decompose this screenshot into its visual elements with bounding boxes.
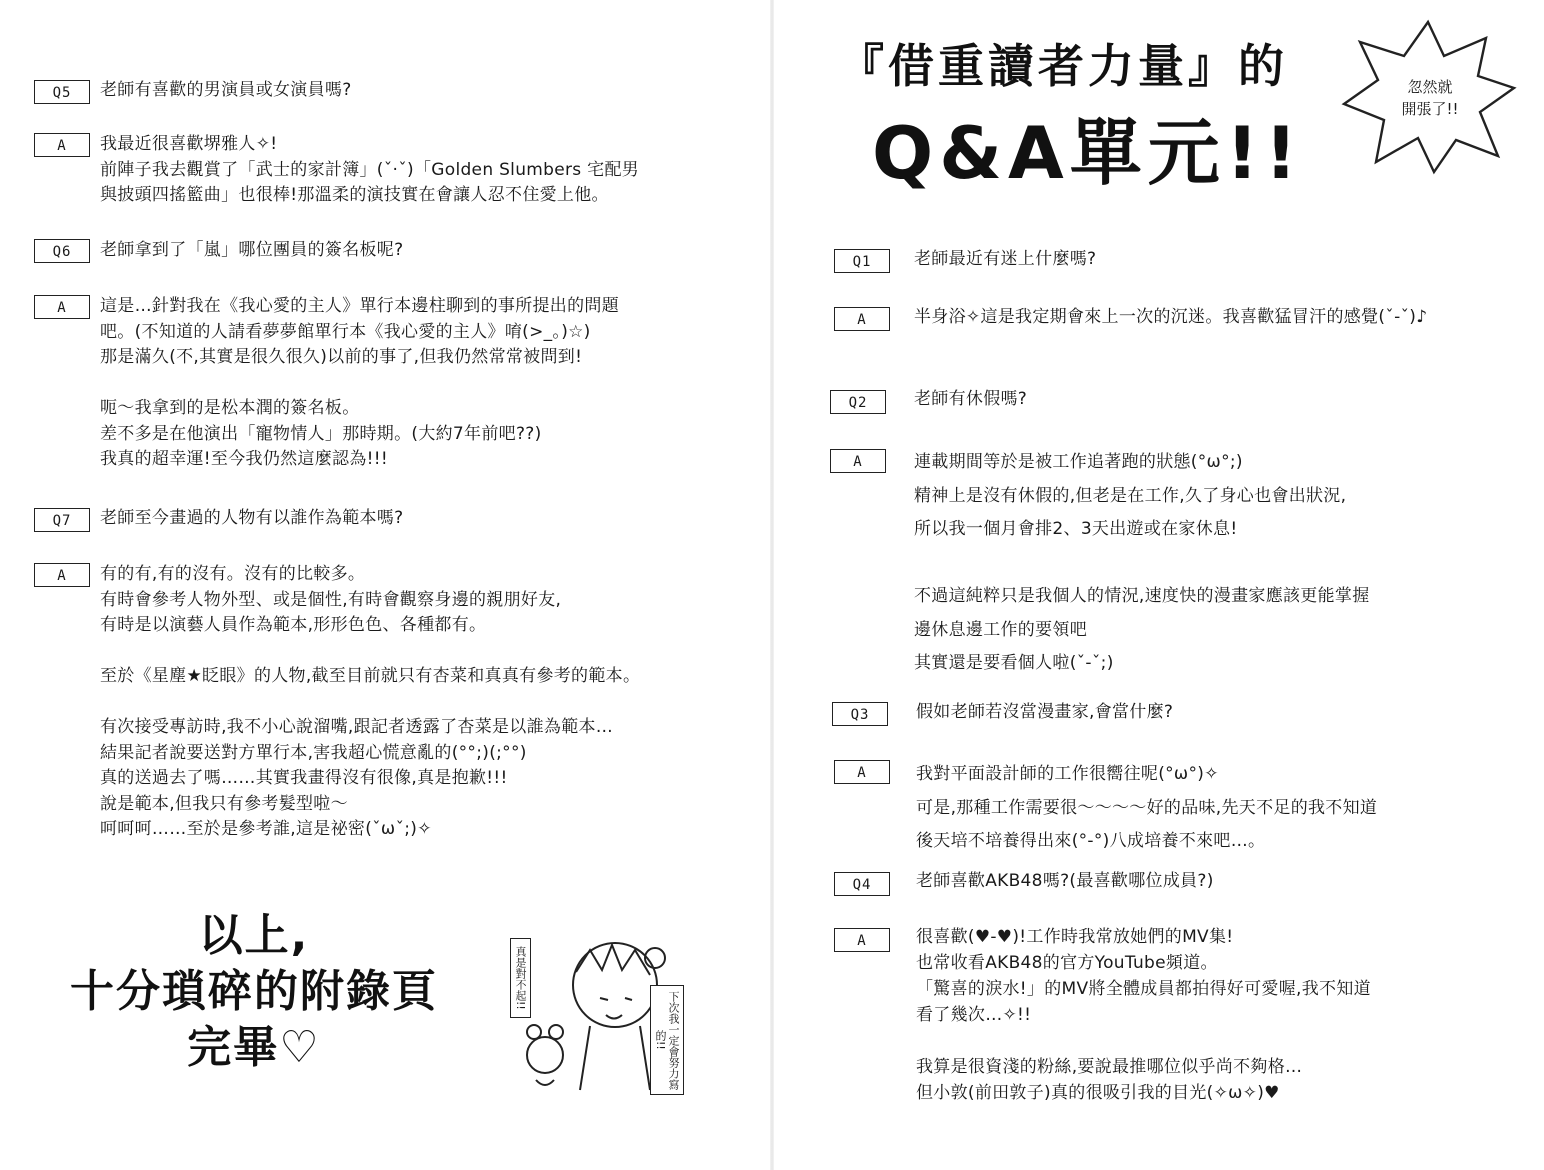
page-title-line1: 『借重讀者力量』的	[838, 39, 1288, 93]
apology-bubble: 真是對不起!!	[510, 938, 531, 1018]
q6-tag: Q6	[34, 239, 90, 263]
page-title-line2: Q&A單元!!	[872, 111, 1304, 195]
ending-message: 以上, 十分瑣碎的附錄頁 完畢♡	[70, 910, 438, 1073]
q3-tag: Q3	[832, 702, 888, 726]
a1-answer: 半身浴✧這是我定期會來上一次的沉迷。我喜歡猛冒汗的感覺(ˇ-ˇ)♪	[914, 307, 1428, 327]
a6-answer: 這是…針對我在《我心愛的主人》單行本邊柱聊到的事所提出的問題 吧。(不知道的人請看夢夢館單行本《我心愛的主人》唷(>_。)☆) 那是滿久(不,其實是很久很久)以前的事了,但我仍然常常被問到! 呃～我拿到的是松本潤的簽名板。 差不多是在他演出「寵物情人」那時期。(大約7年前吧??) 我真的超幸運!至今我仍然這麼認為!!!	[100, 296, 619, 469]
a5-answer: 我最近很喜歡堺雅人✧! 前陣子我去觀賞了「武士的家計簿」(ˇ·ˇ)「Golden Slumbers 宅配男 與披頭四搖籃曲」也很棒!那溫柔的演技實在會讓人忍不住愛上他。	[100, 134, 640, 205]
a6-tag: A	[34, 295, 90, 319]
a7-answer: 有的有,有的沒有。沒有的比較多。 有時會參考人物外型、或是個性,有時會觀察身邊的親朋好友, 有時是以演藝人員作為範本,形形色色、各種都有。 至於《星塵★眨眼》的人物,截至目前就只有杏菜和真真有參考的範本。 有次接受專訪時,我不小心說溜嘴,跟記者透露了杏菜是以誰為範本… 結果記者說要送對方單行本,害我超心慌意亂的(°°;)(;°°) 真的送過去了嗎……其實我畫得沒有很像,真是抱歉!!! 說是範本,但我只有參考髮型啦～ 呵呵呵……至於是參考誰,這是祕密(ˇωˇ;)✧	[100, 564, 641, 839]
promise-bubble: 下次我一定會努力寫的!!	[650, 985, 684, 1095]
q2-question: 老師有休假嗎?	[914, 389, 1028, 409]
starburst-text: 忽然就 開張了!!	[1401, 78, 1459, 118]
q2-tag: Q2	[830, 390, 886, 414]
a4-answer: 很喜歡(♥-♥)!工作時我常放她們的MV集! 也常收看AKB48的官方YouTube頻道。 「驚喜的淚水!」的MV將全體成員都拍得好可愛喔,我不知道 看了幾次…✧!! 我算是很資淺的粉絲,要說最推哪位似乎尚不夠格… 但小敦(前田敦子)真的很吸引我的目光(✧ω✧)♥	[916, 927, 1371, 1103]
q3-question: 假如老師若沒當漫畫家,會當什麼?	[916, 702, 1174, 722]
a4-tag: A	[834, 928, 890, 952]
a5-tag: A	[34, 133, 90, 157]
q6-question: 老師拿到了「嵐」哪位團員的簽名板呢?	[100, 240, 404, 260]
a7-tag: A	[34, 563, 90, 587]
q1-question: 老師最近有迷上什麼嗎?	[914, 249, 1097, 269]
a3-answer: 我對平面設計師的工作很嚮往呢(°ω°)✧ 可是,那種工作需要很～～～～好的品味,先天不足的我不知道 後天培不培養得出來(°-°)八成培養不來吧…。	[916, 764, 1378, 851]
a3-tag: A	[834, 760, 890, 784]
a2-answer: 連載期間等於是被工作追著跑的狀態(°ω°;) 精神上是沒有休假的,但老是在工作,久了身心也會出狀況, 所以我一個月會排2、3天出遊或在家休息! 不過這純粹只是我個人的情況,速度快的漫畫家應該更能掌握 邊休息邊工作的要領吧 其實還是要看個人啦(ˇ-ˇ;)	[914, 452, 1370, 673]
q1-tag: Q1	[834, 249, 890, 273]
q4-question: 老師喜歡AKB48嗎?(最喜歡哪位成員?)	[916, 871, 1214, 891]
q5-tag: Q5	[34, 80, 90, 104]
q7-tag: Q7	[34, 508, 90, 532]
a1-tag: A	[834, 307, 890, 331]
right-page	[772, 0, 1544, 1170]
a2-tag: A	[830, 449, 886, 473]
character-doodle	[510, 930, 730, 1100]
q4-tag: Q4	[834, 872, 890, 896]
q7-question: 老師至今畫過的人物有以誰作為範本嗎?	[100, 508, 404, 528]
q5-question: 老師有喜歡的男演員或女演員嗎?	[100, 80, 352, 100]
